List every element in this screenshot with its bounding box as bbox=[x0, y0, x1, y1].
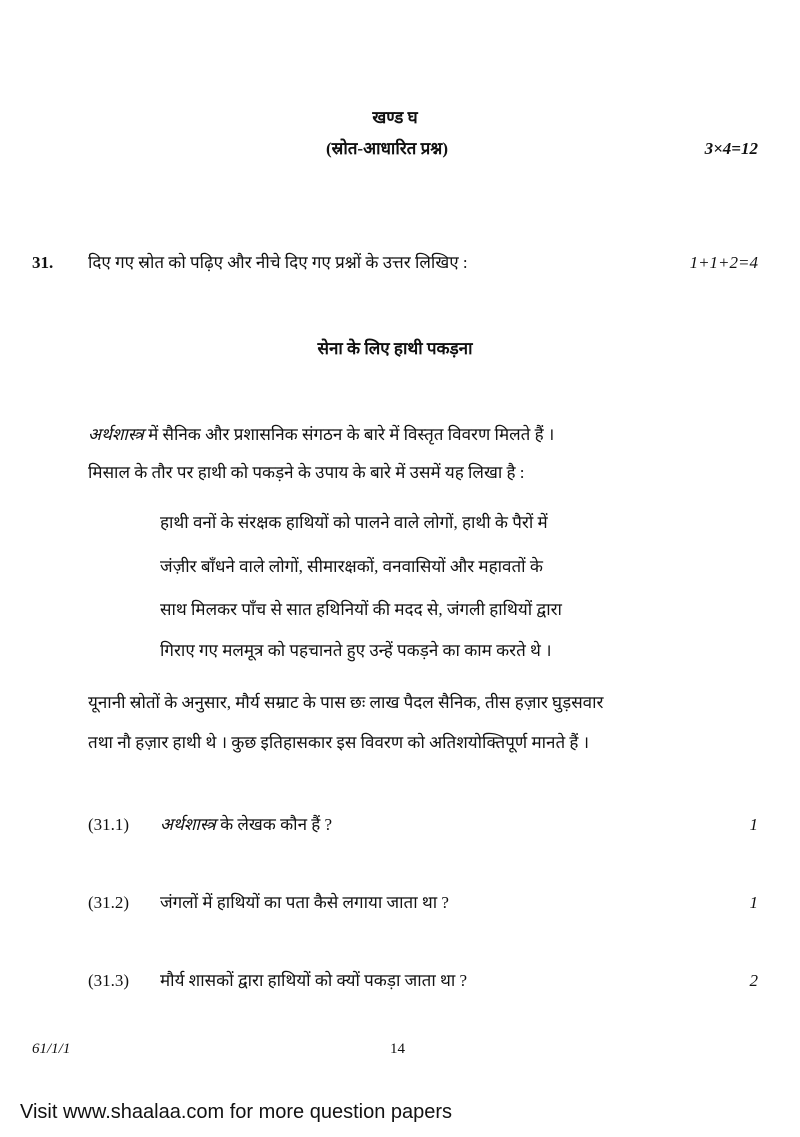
source-paragraph-1-line-2: मिसाल के तौर पर हाथी को पकड़ने के उपाय के बारे में उसमें यह लिखा है : bbox=[88, 463, 525, 482]
book-title: अर्थशास्त्र bbox=[160, 815, 216, 834]
subquestion-text bbox=[160, 813, 734, 837]
source-paragraph-2-line: तथा नौ हज़ार हाथी थे । कुछ इतिहासकार इस विवरण को अतिशयोक्तिपूर्ण मानते हैं । bbox=[88, 733, 590, 752]
text: में सैनिक और प्रशासनिक संगठन के बारे में विस्तृत विवरण मिलते हैं । bbox=[143, 425, 555, 444]
question-number: 31. bbox=[32, 253, 54, 272]
section-marks: 3×4=12 bbox=[704, 139, 758, 158]
question-marks: 1+1+2=4 bbox=[689, 253, 758, 272]
quote-line: जंज़ीर बाँधने वाले लोगों, सीमारक्षकों, वनवासियों और महावतों के bbox=[160, 557, 543, 576]
subquestion-row bbox=[88, 891, 758, 915]
text: के लेखक कौन हैं ? bbox=[215, 815, 333, 834]
section-subtitle: (स्रोत-आधारित प्रश्न) bbox=[326, 139, 448, 158]
question-row bbox=[32, 251, 758, 275]
subquestion-marks: 1 bbox=[749, 893, 758, 912]
source-paragraph-2-line: यूनानी स्रोतों के अनुसार, मौर्य सम्राट के पास छः लाख पैदल सैनिक, तीस हज़ार घुड़सवार bbox=[88, 693, 604, 712]
subquestion-row bbox=[88, 969, 758, 993]
section-title: खण्ड घ bbox=[372, 108, 418, 127]
subquestion-marks: 2 bbox=[749, 971, 758, 990]
quote-line: गिराए गए मलमूत्र को पहचानते हुए उन्हें पकड़ने का काम करते थे । bbox=[160, 641, 552, 660]
source-title: सेना के लिए हाथी पकड़ना bbox=[317, 339, 473, 358]
question-instruction: दिए गए स्रोत को पढ़िए और नीचे दिए गए प्रश्नों के उत्तर लिखिए : bbox=[88, 253, 468, 272]
page-number: 14 bbox=[390, 1041, 405, 1057]
book-title: अर्थशास्त्र bbox=[88, 425, 144, 444]
paper-code: 61/1/1 bbox=[32, 1041, 71, 1057]
subquestion-number: (31.2) bbox=[88, 893, 130, 912]
quote-line: हाथी वनों के संरक्षक हाथियों को पालने वाले लोगों, हाथी के पैरों में bbox=[160, 513, 548, 532]
shaalaa-banner-link[interactable]: Visit www.shaalaa.com for more question papers bbox=[20, 1101, 453, 1123]
quote-line: साथ मिलकर पाँच से सात हथिनियों की मदद से, जंगली हाथियों द्वारा bbox=[160, 600, 562, 619]
page-footer bbox=[32, 1041, 758, 1065]
subquestion-marks: 1 bbox=[749, 815, 758, 834]
subquestion-number: (31.1) bbox=[88, 815, 130, 834]
source-paragraph-1-line-1 bbox=[88, 423, 758, 447]
subquestion-text: मौर्य शासकों द्वारा हाथियों को क्यों पकड़ा जाता था ? bbox=[160, 971, 468, 990]
section-subtitle-row bbox=[32, 137, 758, 161]
subquestion-text: जंगलों में हाथियों का पता कैसे लगाया जाता था ? bbox=[160, 893, 449, 912]
subquestion-number: (31.3) bbox=[88, 971, 130, 990]
subquestion-row bbox=[88, 813, 758, 837]
